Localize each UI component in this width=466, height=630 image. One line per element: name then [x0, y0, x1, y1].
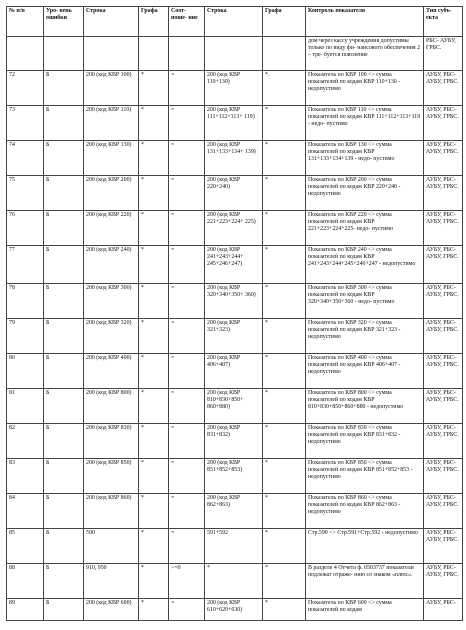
- cell-error-level: Б: [44, 211, 84, 246]
- table-row: [7, 459, 463, 494]
- cell-column: [139, 37, 169, 71]
- cell-row-code-2: 200 (код КВР 610+620+630): [205, 599, 263, 621]
- cell-row-code: 200 (код КВР 800): [84, 389, 139, 424]
- table-row: [7, 284, 463, 319]
- cell-row-number: 81: [7, 389, 44, 424]
- cell-column: *: [139, 211, 169, 246]
- cell-error-level: Б: [44, 424, 84, 459]
- table-row: [7, 176, 463, 211]
- table-row: [7, 71, 463, 106]
- header-num: № п/п: [7, 7, 44, 37]
- cell-row-code-2: 200 (код КВР 321+323): [205, 319, 263, 354]
- cell-row-number: 82: [7, 424, 44, 459]
- table-row: [7, 494, 463, 529]
- cell-column: *: [139, 529, 169, 564]
- cell-relation: =: [169, 354, 205, 389]
- cell-row-code-2: 200 (код КВР 320+340+350+ 360): [205, 284, 263, 319]
- cell-row-code: 200 (код КВР 240): [84, 246, 139, 284]
- cell-row-number: 72: [7, 71, 44, 106]
- cell-row-number: 74: [7, 141, 44, 176]
- cell-row-code: 200 (код КВР 320): [84, 319, 139, 354]
- cell-entity-type: АУБУ, РБС- АУБУ, ГРБС.: [424, 354, 463, 389]
- cell-entity-type: АУБУ, РБС- АУБУ, ГРБС.: [424, 106, 463, 141]
- cell-row-number: 84: [7, 494, 44, 529]
- cell-row-code-2: 200 (код КВР 406+407): [205, 354, 263, 389]
- table-row: [7, 389, 463, 424]
- cell-column-2: *: [263, 284, 306, 319]
- cell-column-2: *: [263, 141, 306, 176]
- cell-column-2: *: [263, 106, 306, 141]
- cell-row-code-2: 200 (код КВР 110+130): [205, 71, 263, 106]
- table-row: [7, 211, 463, 246]
- cell-control-text: Показатель по КВР 240 <> сумма показателей по кодам КВР 241+243+244+245+246+247 - недопустимо: [306, 246, 424, 284]
- cell-error-level: Б: [44, 354, 84, 389]
- cell-relation: =: [169, 319, 205, 354]
- cell-error-level: Б: [44, 284, 84, 319]
- cell-column: *: [139, 564, 169, 599]
- table-row: [7, 424, 463, 459]
- cell-row-code: 200 (код КВР 130): [84, 141, 139, 176]
- cell-column-2: *: [263, 246, 306, 284]
- cell-error-level: Б: [44, 176, 84, 211]
- cell-control-text: Показатель по КВР 850 <> сумма показателей по кодам КВР 851+852+853 - недопустимо: [306, 459, 424, 494]
- cell-row-code: 200 (код КВР 850): [84, 459, 139, 494]
- cell-row-code: 200 (код КВР 830): [84, 424, 139, 459]
- cell-row-code-2: 200 (код КВР 831+832): [205, 424, 263, 459]
- cell-row-code: 200 (код КВР 400): [84, 354, 139, 389]
- cell-entity-type: АУБУ, РБС- АУБУ, ГРБС.: [424, 71, 463, 106]
- cell-error-level: Б: [44, 564, 84, 599]
- cell-row-number: 83: [7, 459, 44, 494]
- table-row: [7, 354, 463, 389]
- cell-column: *: [139, 246, 169, 284]
- cell-row-code-2: 200 (код КВР 111+112+113+ 119): [205, 106, 263, 141]
- cell-column-2: *: [263, 599, 306, 621]
- cell-control-text: Показатель по КВР 200 <> сумма показателей по кодам КВР 220+240 - недопустимо: [306, 176, 424, 211]
- cell-control-text: Показатель по КВР 130 <> сумма показателей по кодам КВР 131+133+134+139 - недо- пустимо: [306, 141, 424, 176]
- cell-entity-type: АУБУ, РБС- АУБУ, ГРБС.: [424, 529, 463, 564]
- cell-relation: =: [169, 71, 205, 106]
- cell-row-code: 200 (код КВР 220): [84, 211, 139, 246]
- cell-row-code: 200 (код КВР 600): [84, 599, 139, 621]
- cell-error-level: Б: [44, 141, 84, 176]
- cell-row-number: 79: [7, 319, 44, 354]
- cell-column: *: [139, 599, 169, 621]
- cell-column-2: *: [263, 354, 306, 389]
- cell-row-code: 200 (код КВР 860): [84, 494, 139, 529]
- cell-column: *: [139, 141, 169, 176]
- cell-row-code-2: 200 (код КВР 862+863): [205, 494, 263, 529]
- cell-relation: =: [169, 176, 205, 211]
- cell-row-code-2: 200 (код КВР 131+133+134+ 139): [205, 141, 263, 176]
- cell-row-code: 200 (код КВР 110): [84, 106, 139, 141]
- cell-control-text: Показатель по КВР 860 <> сумма показателей по кодам КВР 862+863 - недопустимо: [306, 494, 424, 529]
- table-row: [7, 564, 463, 599]
- cell-column-2: *: [263, 529, 306, 564]
- header-entity-type: Тип субъ- екта: [424, 7, 463, 37]
- cell-row-code-2: 200 (код КВР 220+240): [205, 176, 263, 211]
- cell-relation: [169, 37, 205, 71]
- cell-error-level: Б: [44, 459, 84, 494]
- cell-entity-type: АУБУ, РБС- АУБУ, ГРБС.: [424, 424, 463, 459]
- cell-column-2: *.: [263, 71, 306, 106]
- cell-entity-type: АУБУ, РБС- АУБУ, ГРБС.: [424, 211, 463, 246]
- cell-row-code-2: 200 (код КВР 810+830+850+ 860+880): [205, 389, 263, 424]
- cell-row-number: 75: [7, 176, 44, 211]
- cell-row-code: [84, 37, 139, 71]
- cell-row-number: 85: [7, 529, 44, 564]
- cell-row-number: 89: [7, 599, 44, 621]
- cell-row-code: 200 (код КВР 300): [84, 284, 139, 319]
- table-row: [7, 246, 463, 284]
- table-row: [7, 319, 463, 354]
- table-row: [7, 141, 463, 176]
- cell-control-text: Показатель по КВР 830 <> сумма показателей по кодам КВР 831+832 - недопустимо: [306, 424, 424, 459]
- cell-column-2: *: [263, 494, 306, 529]
- cell-relation: =: [169, 424, 205, 459]
- header-row-2: Строка: [205, 7, 263, 37]
- cell-column-2: *: [263, 459, 306, 494]
- table-header-row: [7, 7, 463, 37]
- cell-entity-type: АУБУ, РБС- АУБУ, ГРБС.: [424, 564, 463, 599]
- cell-entity-type: АУБУ, РБС- АУБУ, ГРБС.: [424, 176, 463, 211]
- cell-row-code-2: *: [205, 564, 263, 599]
- cell-error-level: Б: [44, 319, 84, 354]
- header-column-2: Графа: [263, 7, 306, 37]
- cell-control-text: Показатель по КВР 400 <> сумма показателей по кодам КВР 406+407 - недопустимо: [306, 354, 424, 389]
- cell-column-2: [263, 37, 306, 71]
- cell-entity-type: АУБУ, РБС-: [424, 599, 463, 621]
- cell-control-text: дом через кассу учреждения допустимы только по виду фи- нансового обеспечения 2 – тре- буется пояснение: [306, 37, 424, 71]
- cell-row-code: 590: [84, 529, 139, 564]
- cell-column-2: *: [263, 564, 306, 599]
- cell-column-2: *: [263, 319, 306, 354]
- cell-column: *: [139, 176, 169, 211]
- cell-error-level: Б: [44, 71, 84, 106]
- cell-control-text: Показатель по КВР 600 <> сумма показателей по кодам: [306, 599, 424, 621]
- cell-row-number: 80: [7, 354, 44, 389]
- cell-entity-type: АУБУ, РБС- АУБУ, ГРБС.: [424, 494, 463, 529]
- validation-rules-table: [6, 6, 463, 621]
- cell-row-code: 910, 950: [84, 564, 139, 599]
- cell-control-text: Показатель по КВР 320 <> сумма показателей по кодам КВР 321+323 - недопустимо: [306, 319, 424, 354]
- cell-column-2: *: [263, 176, 306, 211]
- cell-entity-type: АУБУ, РБС- АУБУ, ГРБС.: [424, 459, 463, 494]
- header-control: Контроль показателя: [306, 7, 424, 37]
- cell-column-2: *: [263, 389, 306, 424]
- table-row: [7, 599, 463, 621]
- cell-entity-type: АУБУ, РБС- АУБУ, ГРБС.: [424, 246, 463, 284]
- cell-control-text: Показатель по КВР 100 <> сумма показателей по кодам КВР 110+130 - недопустимо: [306, 71, 424, 106]
- table-row: [7, 37, 463, 71]
- header-row: Строка: [84, 7, 139, 37]
- cell-control-text: В разделе 4 Отчета ф. 0503737 показатели подлежат отраже- нию со знаком «плюс».: [306, 564, 424, 599]
- cell-relation: =: [169, 389, 205, 424]
- cell-error-level: Б: [44, 494, 84, 529]
- cell-row-code-2: 200 (код КВР 241+243+244+ 245+246+247): [205, 246, 263, 284]
- cell-relation: =: [169, 494, 205, 529]
- cell-row-number: 88: [7, 564, 44, 599]
- cell-entity-type: АУБУ, РБС- АУБУ, ГРБС.: [424, 141, 463, 176]
- cell-relation: =: [169, 246, 205, 284]
- cell-error-level: Б: [44, 106, 84, 141]
- cell-column-2: *: [263, 424, 306, 459]
- cell-error-level: Б: [44, 529, 84, 564]
- table-row: [7, 529, 463, 564]
- cell-relation: >=0: [169, 564, 205, 599]
- cell-column: *: [139, 106, 169, 141]
- cell-relation: =: [169, 141, 205, 176]
- cell-column: *: [139, 319, 169, 354]
- cell-error-level: Б: [44, 246, 84, 284]
- header-column: Графа: [139, 7, 169, 37]
- cell-row-code: 200 (код КВР 200): [84, 176, 139, 211]
- cell-error-level: Б: [44, 599, 84, 621]
- cell-column: *: [139, 71, 169, 106]
- cell-row-number: 77: [7, 246, 44, 284]
- cell-control-text: Стр.590 <> Стр.591+Стр.592 - недопустимо: [306, 529, 424, 564]
- header-relation: Соот- ноше- ние: [169, 7, 205, 37]
- cell-row-code: 200 (код КВР 100): [84, 71, 139, 106]
- cell-column: *: [139, 494, 169, 529]
- cell-row-code-2: 200 (код КВР 851+852+853): [205, 459, 263, 494]
- cell-entity-type: АУБУ, РБС- АУБУ, ГРБС.: [424, 319, 463, 354]
- cell-relation: =: [169, 459, 205, 494]
- cell-error-level: Б: [44, 389, 84, 424]
- cell-column: *: [139, 284, 169, 319]
- table-row: [7, 106, 463, 141]
- cell-column-2: *: [263, 211, 306, 246]
- cell-column: *: [139, 354, 169, 389]
- cell-error-level: [44, 37, 84, 71]
- cell-entity-type: РБС- АУБУ, ГРБС.: [424, 37, 463, 71]
- cell-relation: =: [169, 529, 205, 564]
- cell-row-code-2: [205, 37, 263, 71]
- cell-relation: =: [169, 211, 205, 246]
- cell-control-text: Показатель по КВР 800 <> сумма показателей по кодам КВР 810+830+850+860+880 - недопустимо: [306, 389, 424, 424]
- cell-row-number: 78: [7, 284, 44, 319]
- cell-control-text: Показатель по КВР 110 <> сумма показателей по кодам КВР 111+112+113+119 - недо- пустимо: [306, 106, 424, 141]
- cell-row-code-2: 591+592: [205, 529, 263, 564]
- cell-relation: =: [169, 106, 205, 141]
- cell-row-number: [7, 37, 44, 71]
- cell-column: *: [139, 424, 169, 459]
- cell-row-number: 76: [7, 211, 44, 246]
- cell-column: *: [139, 459, 169, 494]
- cell-control-text: Показатель по КВР 220 <> сумма показателей по кодам КВР 221+223+224+225- недо- пустимо: [306, 211, 424, 246]
- cell-relation: =: [169, 599, 205, 621]
- cell-entity-type: АУБУ, РБС- АУБУ, ГРБС.: [424, 284, 463, 319]
- cell-control-text: Показатель по КВР 300 <> сумма показателей по кодам КВР 320+340+350+360 - недо- пустимо: [306, 284, 424, 319]
- cell-row-number: 73: [7, 106, 44, 141]
- header-error-level: Уро- вень ошибки: [44, 7, 84, 37]
- cell-row-code-2: 200 (код КВР 221+223+224+ 225): [205, 211, 263, 246]
- cell-column: *: [139, 389, 169, 424]
- cell-entity-type: АУБУ, РБС- АУБУ, ГРБС.: [424, 389, 463, 424]
- cell-relation: =: [169, 284, 205, 319]
